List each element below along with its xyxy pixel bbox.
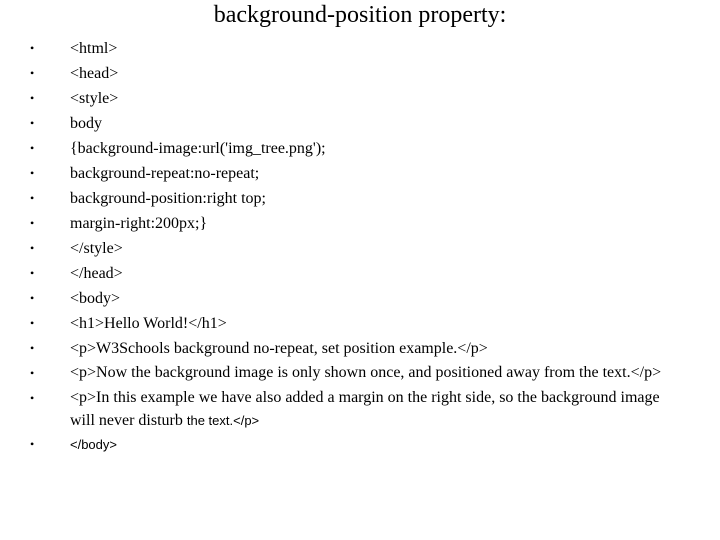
code-line — [70, 386, 680, 432]
list-item — [0, 432, 720, 457]
slide-title: background-position property: — [213, 2, 507, 28]
list-item — [0, 161, 720, 186]
bullet-icon: • — [30, 166, 35, 180]
bullet-icon: • — [30, 241, 35, 255]
list-item — [0, 136, 720, 161]
code-line: <body> — [70, 290, 121, 307]
list-item — [0, 36, 720, 61]
list-item — [0, 261, 720, 286]
code-bullet-list — [0, 36, 720, 457]
bullet-icon: • — [30, 216, 35, 230]
list-item — [0, 61, 720, 86]
bullet-icon: • — [30, 266, 35, 280]
code-line: background-position:right top; — [70, 190, 266, 207]
code-line: background-repeat:no-repeat; — [70, 165, 260, 182]
code-line: <p>Now the background image is only shown once, and positioned away from the text.</p> — [70, 364, 662, 381]
list-item — [0, 186, 720, 211]
code-line: {background-image:url('img_tree.png'); — [70, 140, 326, 157]
code-line: </head> — [70, 265, 123, 282]
bullet-icon: • — [30, 291, 35, 305]
code-line: <html> — [70, 40, 118, 57]
code-line: </body> — [70, 437, 117, 452]
code-line: </style> — [70, 240, 123, 257]
list-item — [0, 211, 720, 236]
bullet-icon: • — [30, 141, 35, 155]
list-item — [0, 361, 720, 386]
bullet-icon: • — [30, 437, 35, 451]
code-line-tail: the text.</p> — [186, 413, 260, 428]
bullet-icon: • — [30, 391, 35, 405]
bullet-icon: • — [30, 116, 35, 130]
bullet-icon: • — [30, 366, 35, 380]
list-item — [0, 86, 720, 111]
bullet-icon: • — [30, 91, 35, 105]
list-item — [0, 336, 720, 361]
list-item — [0, 111, 720, 136]
bullet-icon: • — [30, 316, 35, 330]
code-line: <h1>Hello World!</h1> — [70, 315, 227, 332]
code-line-main: <p>In this example we have also added a margin on the right side, so the background image will never disturb — [70, 389, 664, 429]
bullet-icon: • — [30, 66, 35, 80]
bullet-icon: • — [30, 191, 35, 205]
list-item — [0, 311, 720, 336]
code-line: <style> — [70, 90, 119, 107]
bullet-icon: • — [30, 41, 35, 55]
list-item — [0, 386, 720, 432]
bullet-icon: • — [30, 341, 35, 355]
code-line: body — [70, 115, 102, 132]
code-line: <head> — [70, 65, 119, 82]
code-line: margin-right:200px;} — [70, 215, 208, 232]
code-line: <p>W3Schools background no-repeat, set position example.</p> — [70, 340, 488, 357]
list-item — [0, 236, 720, 261]
list-item — [0, 286, 720, 311]
